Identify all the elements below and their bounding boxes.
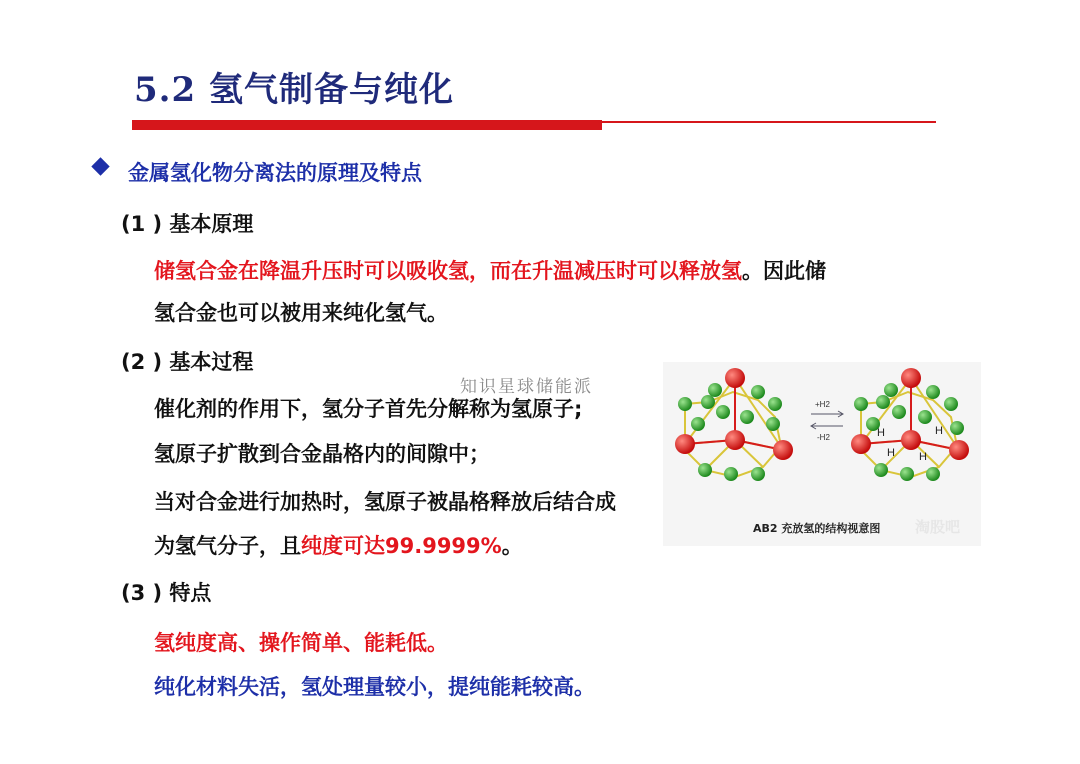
features-label: (3 ) 特点 — [121, 581, 212, 605]
process-label: (2 ) 基本过程 — [121, 350, 254, 374]
features-line-2: 纯化材料失活，氢处理量较小，提纯能耗较高。 — [154, 675, 595, 699]
diamond-bullet-icon — [91, 157, 109, 175]
principle-line-1-emphasis: 储氢合金在降温升压时可以吸收氢，而在升温减压时可以释放氢 — [154, 259, 742, 283]
principle-label: (1 ) 基本原理 — [121, 212, 254, 236]
process-line-2: 氢原子扩散到合金晶格内的间隙中； — [154, 442, 490, 466]
figure-caption: AB2 充放氢的结构视意图 — [753, 522, 881, 535]
process-line-4-start: 为氢气分子，且 — [154, 534, 301, 558]
ab2-structure-figure — [663, 362, 981, 546]
release-label: -H2 — [817, 433, 830, 442]
charge-discharge-arrows — [811, 411, 843, 429]
figure-watermark: 淘股吧 — [915, 518, 961, 536]
principle-line-2: 氢合金也可以被用来纯化氢气。 — [154, 301, 448, 325]
process-line-4-end: 。 — [501, 534, 523, 558]
process-line-1: 催化剂的作用下，氢分子首先分解称为氢原子; — [154, 397, 583, 421]
principle-line-1 — [154, 255, 826, 285]
watermark-text: 知识星球储能派 — [460, 377, 593, 397]
hydrogen-label: H — [887, 447, 895, 459]
title-underline-thick — [132, 120, 602, 130]
features-line-1: 氢纯度高、操作简单、能耗低。 — [154, 631, 448, 655]
process-line-3: 当对合金进行加热时，氢原子被晶格释放后结合成 — [154, 490, 616, 514]
section-heading: 金属氢化物分离法的原理及特点 — [128, 161, 422, 185]
hydrogen-label: H — [935, 425, 943, 437]
process-line-4 — [154, 530, 523, 560]
absorb-label: +H2 — [815, 400, 830, 409]
slide-title: 5.2 氢气制备与纯化 — [134, 70, 454, 110]
process-line-4-emphasis: 纯度可达99.9999% — [301, 534, 502, 558]
principle-line-1-rest: 。因此储 — [742, 259, 826, 283]
hydrogen-label: H — [919, 451, 927, 463]
title-underline-thin — [602, 121, 936, 123]
hydrogen-label: H — [877, 427, 885, 439]
